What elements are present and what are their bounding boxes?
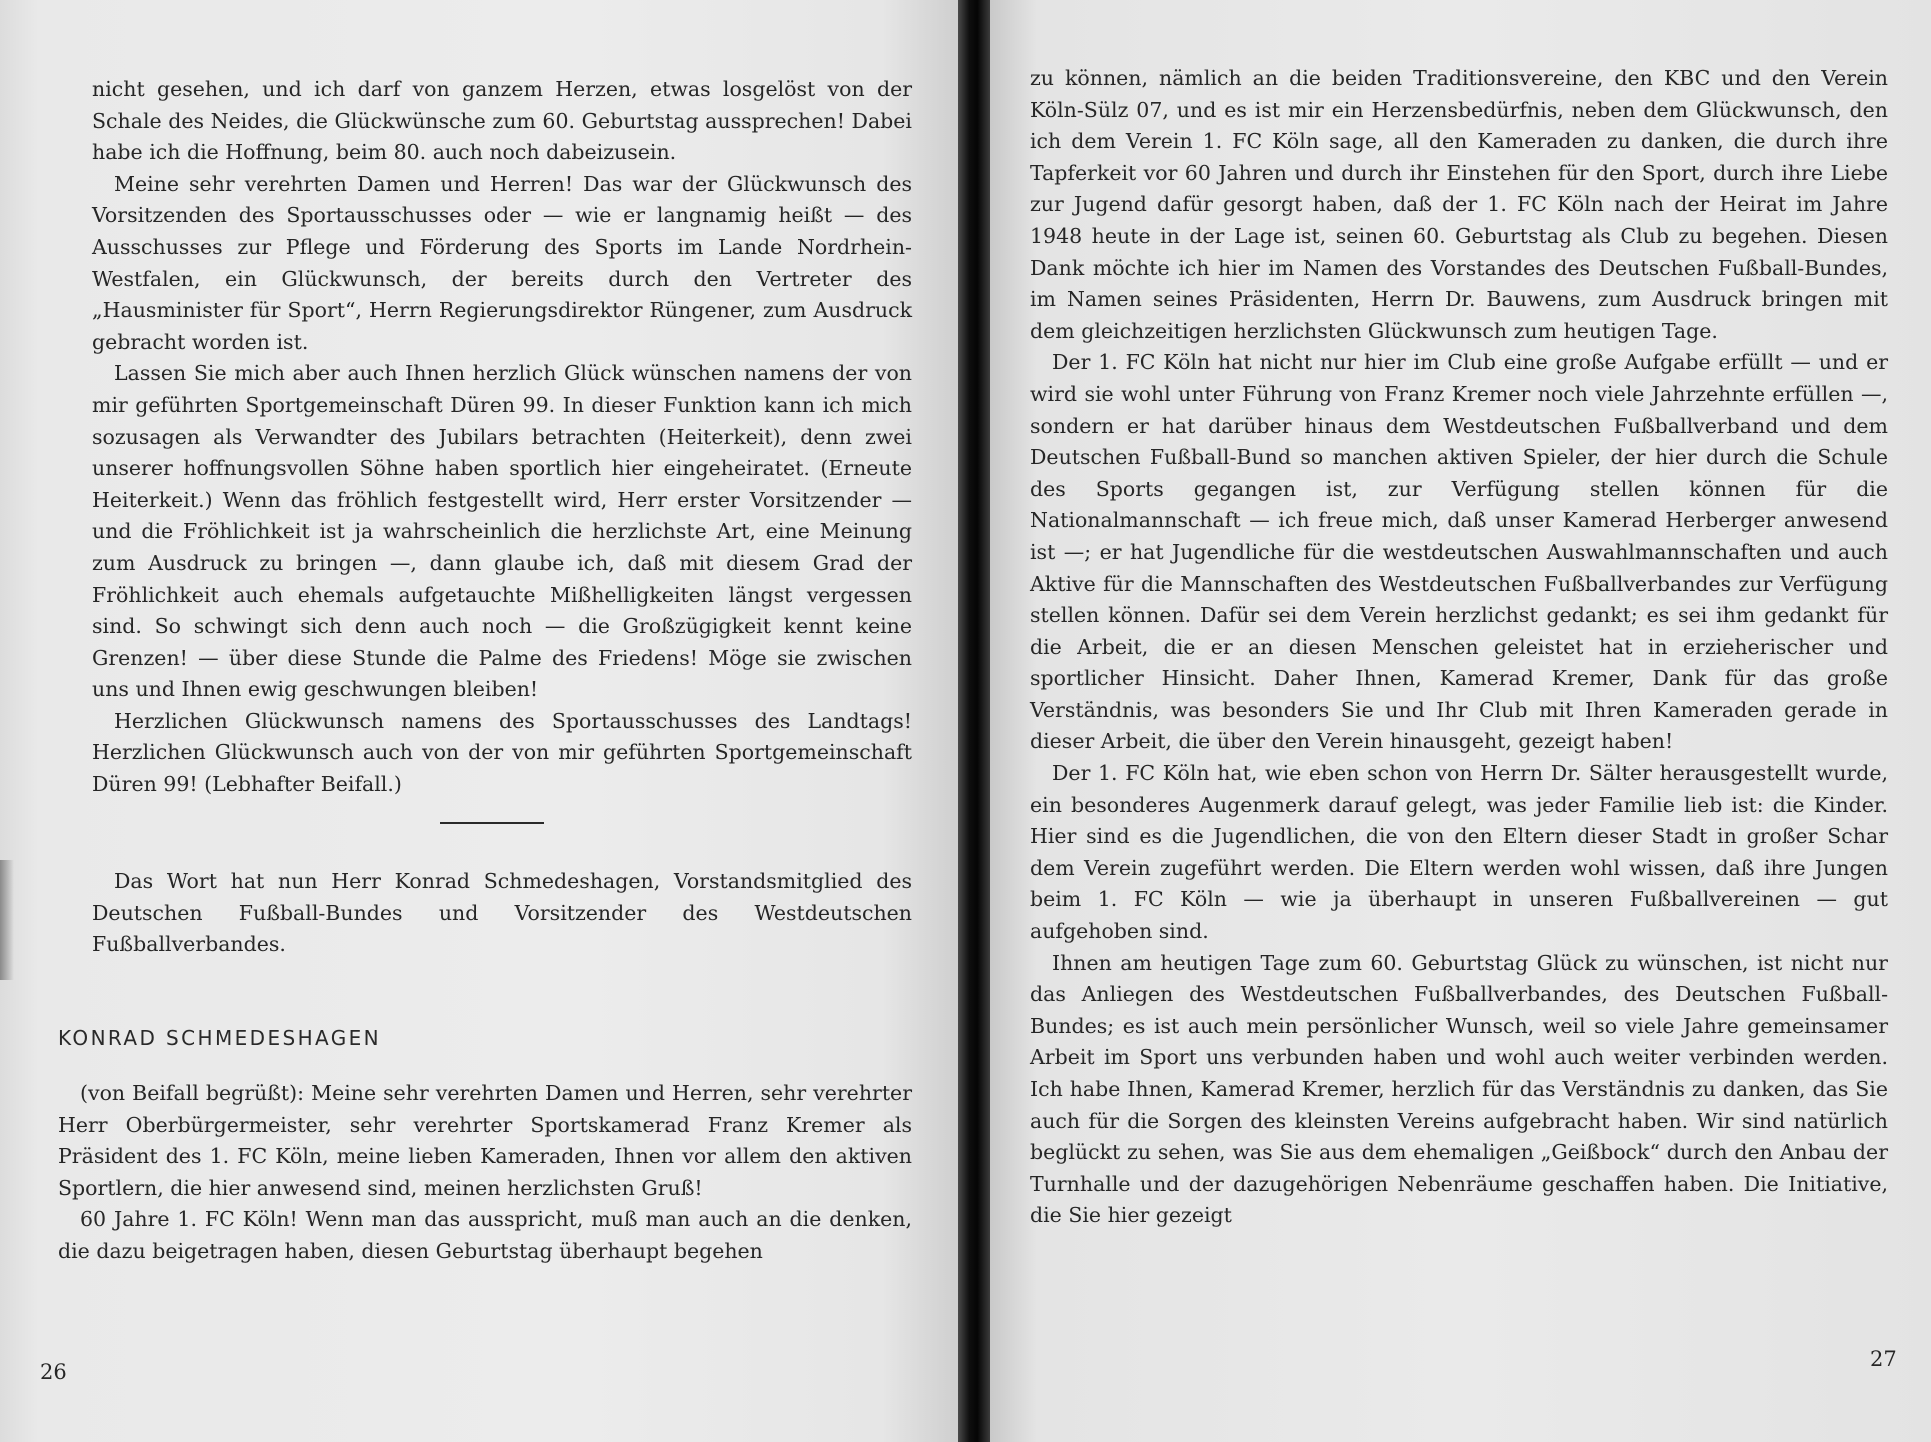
paragraph: zu können, nämlich an die beiden Traditionsvereine, den KBC und den Verein Köln-Sülz 07, und es ist mir ein Herzensbedürfnis, neben dem Glückwunsch, den ich dem Verein 1. FC Köln sage, all den Kameraden zu danken, die durch ihre Tapferkeit vor 60 Jahren und durch ihr Einstehen für den Sport, durch ihre Liebe zur Jugend dafür gesorgt haben, daß der 1. FC Köln nach der Heirat im Jahre 1948 heute in der Lage ist, seinen 60. Geburtstag als Club zu begehen. Diesen Dank möchte ich hier im Namen des Vorstandes des Deutschen Fußball-Bundes, im Namen seines Präsidenten, Herrn Dr. Bauwens, zum Ausdruck bringen mit dem gleichzeitigen herzlichsten Glückwunsch zum heutigen Tage. [1030, 66, 1888, 343]
right-page [990, 0, 1931, 1442]
paragraph: (von Beifall begrüßt): Meine sehr verehrten Damen und Herren, sehr verehrter Herr Oberbürgermeister, sehr verehrter Sportskamerad Franz Kremer als Präsident des 1. FC Köln, meine lieben Kameraden, Ihnen vor allem den aktiven Sportlern, die hier anwesend sind, meinen herzlichsten Gruß! [58, 1081, 912, 1200]
announcement-paragraph: Das Wort hat nun Herr Konrad Schmedeshagen, Vorstandsmitglied des Deutschen Fußball-Bundes und Vorsitzender des Westdeutschen Fußballverbandes. [92, 869, 912, 957]
left-page [0, 0, 958, 1442]
page-edge-shadow [0, 860, 14, 980]
paragraph: Der 1. FC Köln hat nicht nur hier im Club eine große Aufgabe erfüllt — und er wird sie wohl unter Führung von Franz Kremer noch viele Jahrzehnte erfüllen —, sondern er hat darüber hinaus dem Westdeutschen Fußballverband und dem Deutschen Fußball-Bund so manchen aktiven Spieler, der hier durch die Schule des Sports gegangen ist, zur Verfügung stellen können für die Nationalmannschaft — ich freue mich, daß unser Kamerad Herberger anwesend ist —; er hat Jugendliche für die westdeutschen Auswahlmannschaften und auch Aktive für die Mannschaften des Westdeutschen Fußballverbandes zur Verfügung stellen können. Dafür sei dem Verein herzlichst gedankt; es sei ihm gedankt für die Arbeit, die er an diesen Menschen geleistet hat in erzieherischer und sportlicher Hinsicht. Daher Ihnen, Kamerad Kremer, Dank für das große Verständnis, was besonders Sie und Ihr Club mit Ihren Kameraden gerade in dieser Arbeit, die über den Verein hinausgeht, gezeigt haben! [1030, 350, 1888, 754]
section-divider [440, 822, 544, 824]
book-gutter [958, 0, 990, 1442]
paragraph: 60 Jahre 1. FC Köln! Wenn man das ausspricht, muß man auch an die denken, die dazu beigetragen haben, diesen Geburtstag überhaupt begehen [58, 1207, 912, 1263]
page-number-right: 27 [1870, 1347, 1897, 1371]
speaker-heading: KONRAD SCHMEDESHAGEN [58, 1026, 382, 1050]
paragraph: Meine sehr verehrten Damen und Herren! Das war der Glückwunsch des Vorsitzenden des Sportausschusses oder — wie er langnamig heißt — des Ausschusses zur Pflege und Förderung des Sports im Lande Nordrhein-Westfalen, ein Glückwunsch, der bereits durch den Vertreter des „Hausminister für Sport“, Herrn Regierungsdirektor Rüngener, zum Ausdruck gebracht worden ist. [92, 171, 912, 354]
right-text [1030, 63, 1888, 1232]
paragraph: nicht gesehen, und ich darf von ganzem Herzen, etwas losgelöst von der Schale des Neides, die Glückwünsche zum 60. Geburtstag aussprechen! Dabei habe ich die Hoffnung, beim 80. auch noch dabeizusein. [92, 77, 912, 165]
paragraph: Herzlichen Glückwunsch namens des Sportausschusses des Landtags! Herzlichen Glückwunsch auch von der von mir geführten Sportgemeinschaft Düren 99! (Lebhafter Beifall.) [92, 708, 912, 797]
left-text-top [92, 74, 912, 801]
announcement-block [92, 866, 912, 961]
paragraph: Ihnen am heutigen Tage zum 60. Geburtstag Glück zu wünschen, ist nicht nur das Anliegen des Westdeutschen Fußballverbandes, des Deutschen Fußball-Bundes; es ist auch mein persönlicher Wunsch, weil so viele Jahre gemeinsamer Arbeit im Sport uns verbunden haben und wohl auch weiter verbinden werden. Ich habe Ihnen, Kamerad Kremer, herzlich für das Verständnis zu danken, das Sie auch für die Sorgen des kleinsten Vereins aufgebracht haben. Wir sind natürlich beglückt zu sehen, was Sie aus dem ehemaligen „Geißbock“ durch den Anbau der Turnhalle und der dazugehörigen Nebenräume geschaffen haben. Die Initiative, die Sie hier gezeigt [1030, 950, 1888, 1228]
paragraph: Der 1. FC Köln hat, wie eben schon von Herrn Dr. Sälter herausgestellt wurde, ein besonderes Augenmerk darauf gelegt, was jeder Familie lieb ist: die Kinder. Hier sind es die Jugendlichen, die von den Eltern dieser Stadt in großer Schar dem Verein zugeführt werden. Die Eltern werden wohl wissen, daß ihre Jungen beim 1. FC Köln — wie ja überhaupt in unseren Fußballvereinen — gut aufgehoben sind. [1030, 761, 1888, 944]
left-text-bottom [58, 1078, 912, 1268]
page-number-left: 26 [40, 1360, 67, 1384]
paragraph: Lassen Sie mich aber auch Ihnen herzlich Glück wünschen namens der von mir geführten Sportgemeinschaft Düren 99. In dieser Funktion kann ich mich sozusagen als Verwandter des Jubilars betrachten (Heiterkeit), denn zwei unserer hoffnungsvollen Söhne haben sportlich hier eingeheiratet. (Erneute Heiterkeit.) Wenn das fröhlich festgestellt wird, Herr erster Vorsitzender — und die Fröhlichkeit ist ja wahrscheinlich die herzlichste Art, eine Meinung zum Ausdruck zu bringen —, dann glaube ich, daß mit diesem Grad der Fröhlichkeit auch ehemals aufgetauchte Mißhelligkeiten längst vergessen sind. So schwingt sich denn auch noch — die Großzügigkeit kennt keine Grenzen! — über diese Stunde die Palme des Friedens! Möge sie zwischen uns und Ihnen ewig geschwungen bleiben! [92, 361, 912, 702]
